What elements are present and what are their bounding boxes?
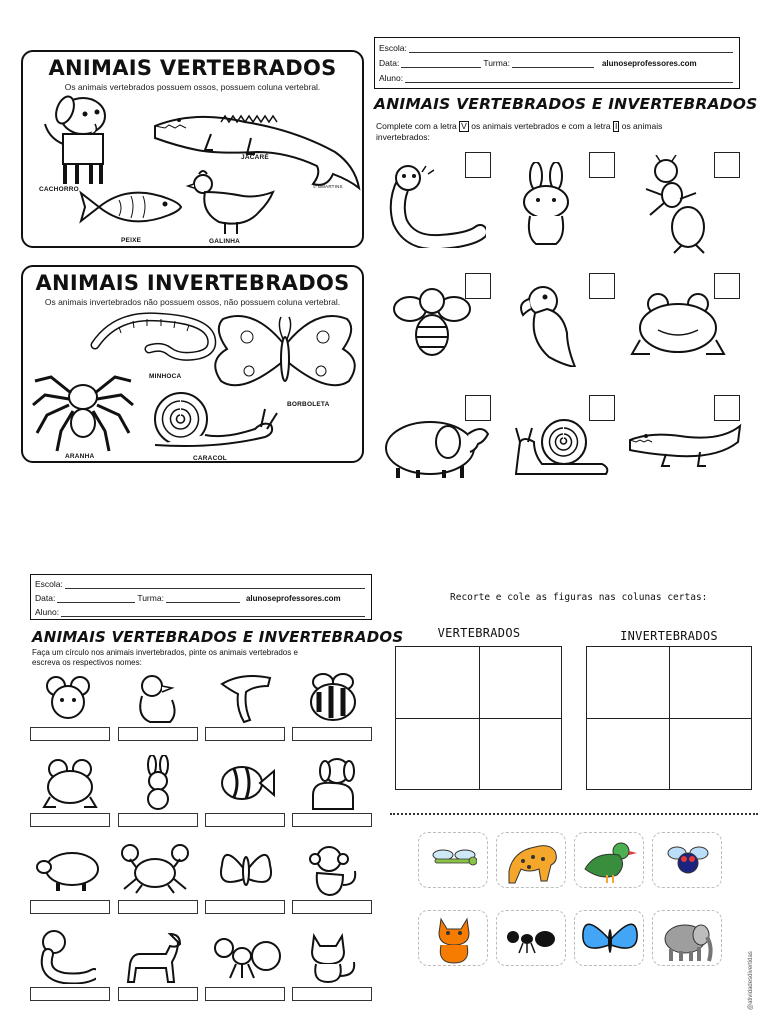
invertebrates-card-title: ANIMAIS INVERTEBRADOS [35,271,350,295]
sheet1-escola-label: Escola: [379,43,407,53]
pig-icon [34,845,106,893]
credit: © BMARTINS [313,184,343,189]
sheet2-instr-2: escreva os respectivos nomes: [32,658,142,667]
butterfly-label: BORBOLETA [287,401,330,408]
checkbox-elephant[interactable] [465,395,491,421]
name-box-15[interactable] [205,987,285,1001]
snail-icon-2 [508,414,612,480]
cat-icon [304,930,360,984]
bird-icon [581,839,639,885]
vertebrados-grid[interactable] [395,646,562,790]
spider-label: ARANHA [65,453,95,460]
fly-icon [667,841,709,881]
cat-icon-2 [433,915,477,965]
butterfly-icon-3 [581,917,639,961]
sheet1-title: ANIMAIS VERTEBRADOS E INVERTEBRADOS [374,95,758,113]
sheet1-turma-line[interactable] [512,60,594,68]
vertebrates-card-title: ANIMAIS VERTEBRADOS [48,56,337,80]
letter-i-box: I [614,121,618,131]
col-title-invertebrados: INVERTEBRADOS [620,629,718,643]
parrot-icon [515,283,581,367]
invertebrados-grid[interactable] [586,646,752,790]
crocodile-label: JACARÉ [241,154,269,161]
sheet1-instr-d: invertebrados: [376,132,430,142]
sheet2-instruction [32,648,372,668]
earthworm-icon [89,309,219,371]
sheet1-instr-a: Complete com a letra [376,121,457,131]
chicken-label: GALINHA [209,238,241,245]
crab-icon [118,843,192,895]
name-box-8[interactable] [292,813,372,827]
fish-icon [79,182,183,232]
crocodile-icon-2 [626,422,744,470]
fish-icon-2 [216,757,276,809]
sheet1-aluno-label: Aluno: [379,73,404,83]
sheet1-escola-row [379,41,735,53]
sheet1-data-label: Data: [379,58,400,68]
dog-icon [35,94,120,189]
sheet2-data-row [35,591,367,603]
checkbox-frog[interactable] [714,273,740,299]
invertebrates-card [21,265,364,463]
sheet1-aluno-line[interactable] [405,75,733,83]
cut-line [390,813,758,815]
watermark: @atividadesdivertidas [748,951,754,1010]
name-box-1[interactable] [30,727,110,741]
frog-icon-2 [40,757,100,809]
cutout-cat[interactable] [418,910,488,966]
invertebrates-card-subtitle: Os animais invertebrados não possuem ossos, não possuem coluna vertebral. [44,297,341,307]
sheet2-turma-line[interactable] [166,595,240,603]
name-box-16[interactable] [292,987,372,1001]
sheet1-instr-b: os animais vertebrados e com a letra [471,121,611,131]
name-box-2[interactable] [118,727,198,741]
cutout-ant[interactable] [496,910,566,966]
sheet2-aluno-row [35,605,367,617]
cutout-leopard[interactable] [496,832,566,888]
fish-label: PEIXE [121,237,142,244]
sheet1-escola-line[interactable] [409,45,733,53]
checkbox-bee[interactable] [465,273,491,299]
sheet1-data-line[interactable] [401,60,481,68]
dog-icon-2 [303,755,361,811]
sheet2-aluno-line[interactable] [61,609,365,617]
sheet2-data-line[interactable] [57,595,135,603]
chicken-icon [185,170,277,236]
sheet2-title: ANIMAIS VERTEBRADOS E INVERTEBRADOS [32,628,404,646]
name-box-12[interactable] [292,900,372,914]
checkbox-ant[interactable] [714,152,740,178]
sheet1-instruction [376,121,736,143]
cutout-butterfly[interactable] [574,910,644,966]
checkbox-parrot[interactable] [589,273,615,299]
cutout-fly[interactable] [652,832,722,888]
name-box-5[interactable] [30,813,110,827]
name-box-14[interactable] [118,987,198,1001]
sheet1-instr-c: os animais [621,121,663,131]
sheet2-aluno-label: Aluno: [35,607,60,617]
name-box-10[interactable] [118,900,198,914]
sheet3-instruction: Recorte e cole as figuras nas colunas certas: [450,592,708,603]
name-box-11[interactable] [205,900,285,914]
sheet2-site: alunoseprofessores.com [245,594,341,603]
name-box-9[interactable] [30,900,110,914]
letter-v-box: V [461,121,467,131]
sheet1-turma-label: Turma: [483,58,510,68]
checkbox-crocodile[interactable] [714,395,740,421]
sheet2-escola-line[interactable] [65,581,365,589]
sheet2-header [30,574,372,620]
col-title-vertebrados: VERTEBRADOS [437,626,521,640]
checkbox-rabbit[interactable] [589,152,615,178]
ant-icon-3 [505,925,559,955]
name-box-7[interactable] [205,813,285,827]
ant-icon [636,155,722,255]
vertebrates-card-subtitle: Os animais vertebrados possuem ossos, possuem coluna vertebral. [64,82,321,92]
sheet2-escola-label: Escola: [35,579,63,589]
sheet1-header [374,37,740,89]
snail-label: CARACOL [193,455,227,462]
spider-icon [31,363,135,455]
bee-icon-2 [303,670,363,724]
bee-icon [390,285,474,360]
earthworm-label: MINHOCA [149,373,182,380]
monkey-icon [305,843,361,897]
name-box-13[interactable] [30,987,110,1001]
sheet1-site: alunoseprofessores.com [601,59,697,68]
frog-icon [628,290,728,360]
dog-label: CACHORRO [39,186,79,193]
ant-icon-2 [212,930,282,982]
sheet2-turma-label: Turma: [137,593,164,603]
elephant-icon-2 [659,917,717,965]
vertebrates-card [21,50,364,248]
sheet2-data-label: Data: [35,593,56,603]
duck-icon [134,672,180,724]
sheet1-aluno-row [379,71,735,83]
dragonfly-icon [431,845,477,877]
butterfly-icon-2 [218,843,274,897]
cutout-dragonfly[interactable] [418,832,488,888]
cutout-bird[interactable] [574,832,644,888]
name-box-6[interactable] [118,813,198,827]
name-box-3[interactable] [205,727,285,741]
checkbox-worm[interactable] [465,152,491,178]
snail-icon [141,389,281,453]
worm-icon-2 [36,928,96,984]
sheet1-data-row [379,56,735,68]
rabbit-icon-2 [140,755,176,811]
cutout-elephant[interactable] [652,910,722,966]
mouse-icon [40,672,98,724]
elephant-icon [378,412,492,480]
leopard-icon [503,835,561,887]
name-box-4[interactable] [292,727,372,741]
alligator-icon [218,670,274,724]
sheet2-instr-1: Faça um círculo nos animais invertebrados, pinte os animais vertebrados e [32,648,298,657]
rabbit-icon [512,162,582,248]
horse-icon [124,928,190,984]
checkbox-snail[interactable] [589,395,615,421]
sheet2-escola-row [35,577,367,589]
